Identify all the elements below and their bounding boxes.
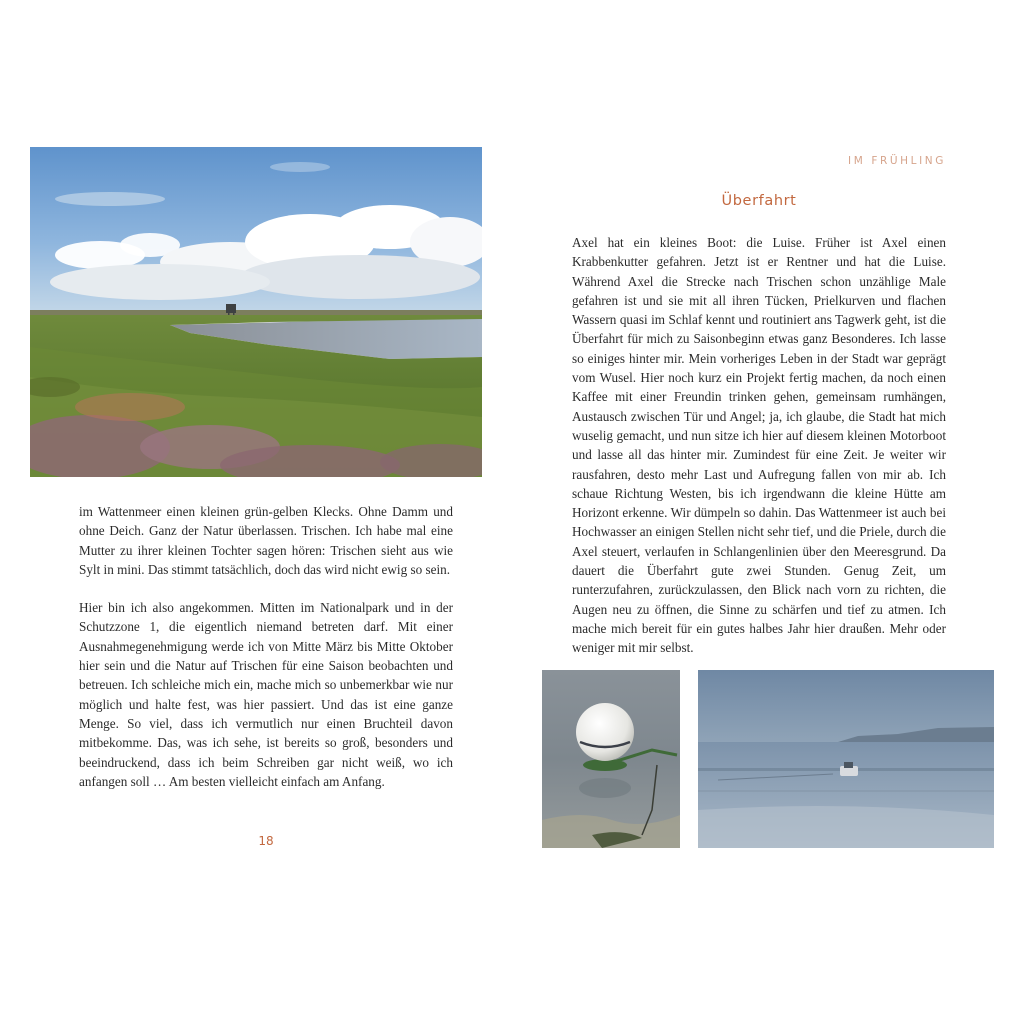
running-head: IM FRÜHLING [848,155,946,167]
right-paragraph-1: Axel hat ein kleines Boot: die Luise. Früher ist Axel einen Krabbenkutter gefahren. Jetzt ist er Rentner und hat die Luise. Während Axel die Strecke nach Trischen schon unzählige Male gefahren ist und sie mit all ihren Tücken, Prielkurven und flachen Wassern quasi im Schlaf kennt und routiniert ans Tagwerk geht, ist die Überfahrt für mich zu Saisonbeginn etwas ganz Besonderes. Ich lasse so einiges hinter mir. Mein vorheriges Leben in der Stadt war geprägt vom Wusel. Hier noch kurz ein Projekt fertig machen, da noch einen Kaffee mit einer Freundin trinken gehen, gemeinsam rumhängen, Austausch zwischen Tür und Angel; ja, ich glaube, die Stadt hat mich wuselig gemacht, und nun sitze ich hier auf diesem kleinen Motorboot und lasse all das hinter mir. Zumindest für eine Zeit. Je weiter wir rausfahren, desto mehr Last und Aufregung fallen von mir ab. Ich schaue Richtung Westen, bis ich irgendwann die kleine Hütte am Horizont erkenne. Wir dümpeln so dahin. Das Wattenmeer ist auch bei Hochwasser an einigen Stellen nicht sehr tief, und die Priele, durch die Axel steuert, verlaufen in Schlangenlinien über den Meeresgrund. Da dauert die Überfahrt gute zwei Stunden. Genug Zeit, um runterzufahren, zurückzulassen, den Blick nach vorn zu richten, die Augen neu zu öffnen, die Sinne zu schärfen und tief zu atmen. Ich mache mich bereit für ein gutes halbes Jahr hier draußen. Mehr oder weniger mit mir selbst. [572,235,946,656]
page-number: 18 [258,834,274,848]
right-page-body [572,233,946,658]
left-paragraph-1: im Wattenmeer einen kleinen grün-gelben Klecks. Ohne Damm und ohne Deich. Ganz der Natur überlassen. Trischen. Ich habe mal eine Mutter zu ihrer kleinen Tochter sagen hören: Trischen sieht aus wie Sylt in mini. Das stimmt tatsächlich, doch das wird nicht ewig so sein. [79,504,453,577]
chapter-title: Überfahrt [721,193,797,209]
left-paragraph-2: Hier bin ich also angekommen. Mitten im Nationalpark und in der Schutzzone 1, die eigentlich niemand betreten darf. Mit einer Ausnahmegenehmigung werde ich von Mitte März bis Mitte Oktober hier sein und die Natur auf Trischen für eine Saison beobachten und betreuen. Ich schleiche mich ein, mache mich so unbemerkbar wie nur möglich und halte fest, was hier passiert. Und das ist eine ganze Menge. So viel, dass ich vermutlich nur einen Bruchteil davon mitbekomme. Das, was ich sehe, ist bereits so groß, besonders und beeindruckend, dass ich beim Schreiben gar nicht weiß, wo ich anfangen soll … Am besten vielleicht einfach am Anfang. [79,600,453,789]
boat-photo [698,670,994,848]
marsh-photo [30,147,482,477]
buoy-photo [542,670,680,848]
left-page-body [79,502,453,791]
